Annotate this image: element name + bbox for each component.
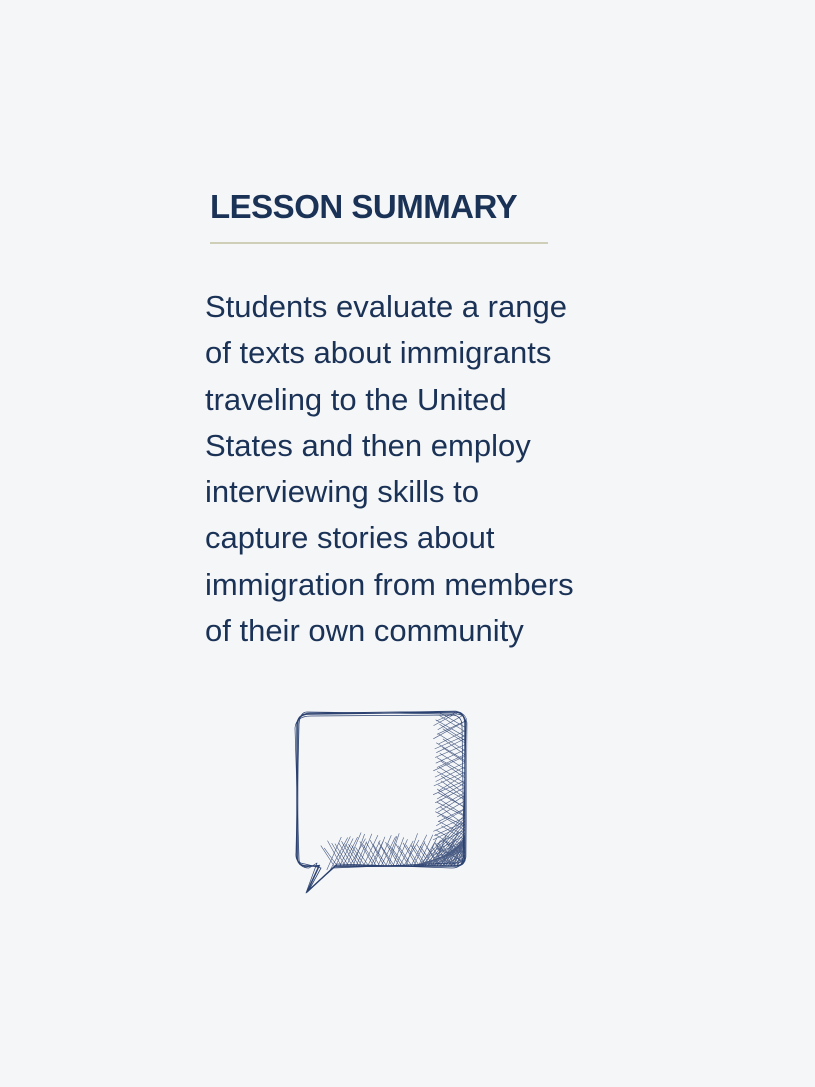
summary-line: traveling to the United [205, 381, 507, 417]
summary-line: States and then employ [205, 427, 531, 463]
summary-line: of texts about immigrants [205, 335, 552, 371]
lesson-summary-text [205, 284, 625, 654]
lesson-summary-heading: LESSON SUMMARY [210, 188, 518, 225]
summary-line: Students evaluate a range [205, 289, 567, 324]
speech-bubble-icon [285, 700, 475, 900]
summary-line: of their own community [205, 613, 524, 649]
summary-line: immigration from members [205, 566, 574, 602]
summary-line: interviewing skills to [205, 474, 479, 510]
summary-line: capture stories about [205, 520, 495, 556]
heading-underline [210, 242, 548, 244]
